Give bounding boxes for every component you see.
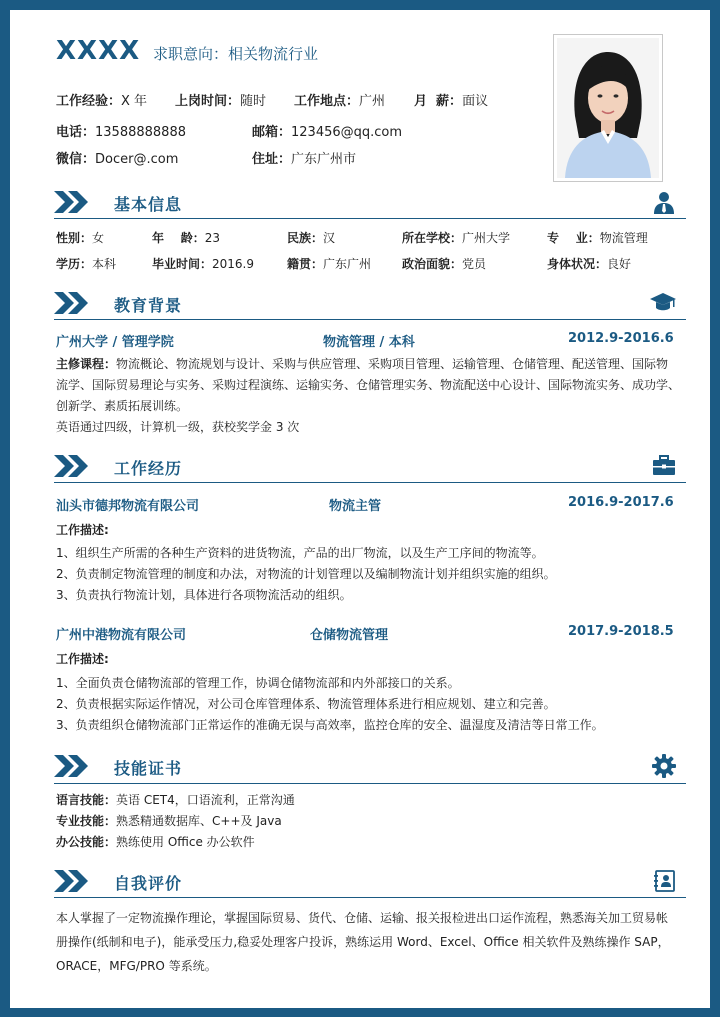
work-period: 2017.9-2018.5: [568, 624, 674, 639]
work-position: 仓储物流管理: [310, 628, 389, 643]
portrait-image: [557, 38, 659, 178]
wechat: 微信：Docer@.com: [56, 152, 179, 167]
list-item: 专业技能：熟悉精通数据库、C++及 Java: [56, 814, 282, 828]
section-divider: [54, 482, 686, 483]
graduation-cap-icon: [650, 291, 676, 313]
list-item: 1、组织生产所需的各种生产资料的进货物流，产品的出厂物流，以及生产工序间的物流等。: [56, 546, 544, 560]
section-divider: [54, 783, 686, 784]
salary: 月 薪：面议: [414, 94, 489, 109]
section-divider: [54, 319, 686, 320]
section-self-header: [54, 867, 686, 897]
address: 住址：广东广州市: [252, 152, 357, 167]
candidate-name: XXXX: [56, 36, 141, 66]
chevron-arrows-icon: [54, 870, 98, 892]
work-location: 工作地点：广州: [294, 94, 386, 109]
list-item: 语言技能：英语 CET4，口语流利，正常沟通: [56, 793, 295, 807]
education-courses: 主修课程：物流概论、物流规划与设计、采购与供应管理、采购项目管理、运输管理、仓储管理、配送管理、国际物 流学、国际贸易理论与实务、采购过程演练、运输实务、仓储管理实务、物流配送中心设计、国际物流实务、成功学、 创新学、素质拓展训练。 英语通过四级，计算机一级，获校奖学金 3 次: [56, 354, 681, 438]
job-intent: 求职意向：相关物流行业: [153, 45, 319, 63]
phone: 电话：13588888888: [56, 125, 186, 140]
work-period: 2016.9-2017.6: [568, 495, 674, 510]
section-divider: [54, 218, 686, 219]
list-item: 办公技能：熟练使用 Office 办公软件: [56, 835, 255, 849]
self-evaluation: 本人掌握了一定物流操作理论，掌握国际贸易、货代、仓储、运输、报关报检进出口运作流程，熟悉海关加工贸易帐 册操作(纸制和电子)，能承受压力,稳妥处理客户投诉，熟练运用 Word、Excel、Office 相关软件及熟练操作 SAP， ORACE，MFG/PRO 等系统。: [56, 911, 670, 973]
section-title: 技能证书: [114, 759, 183, 778]
gear-icon: [652, 754, 676, 778]
list-item: 3、负责执行物流计划，具体进行各项物流活动的组织。: [56, 588, 352, 602]
list-item: 2、负责制定物流管理的制度和办法，对物流的计划管理以及编制物流计划并组织实施的组织。: [56, 567, 556, 581]
work-desc-list: [56, 543, 556, 606]
section-title: 基本信息: [114, 195, 183, 214]
section-divider: [54, 897, 686, 898]
profile-photo: [553, 34, 663, 182]
education-period: 2012.9-2016.6: [568, 331, 674, 346]
start-time: 上岗时间：随时: [175, 94, 267, 109]
basic-info-table: [56, 224, 648, 276]
work-position: 物流主管: [329, 499, 382, 514]
work-company: 汕头市德邦物流有限公司: [56, 499, 200, 514]
basic-info-row: 性别：女 年 龄：23 民族：汉 所在学校：广州大学 专 业：物流管理: [56, 230, 648, 245]
skills-list: [56, 790, 295, 853]
section-title: 工作经历: [114, 459, 183, 478]
education-major: 物流管理 / 本科: [323, 335, 415, 350]
user-icon: [652, 190, 676, 214]
work-desc-label: 工作描述:: [56, 523, 109, 537]
email: 邮箱：123456@qq.com: [252, 125, 403, 140]
list-item: 1、全面负责仓储物流部的管理工作，协调仓储物流部和内外部接口的关系。: [56, 676, 460, 690]
chevron-arrows-icon: [54, 191, 98, 213]
section-skills-header: [54, 752, 686, 782]
education-school: 广州大学 / 管理学院: [56, 335, 174, 350]
section-basic-header: [54, 188, 686, 218]
chevron-arrows-icon: [54, 292, 98, 314]
work-company: 广州中港物流有限公司: [56, 628, 187, 643]
section-education-header: [54, 289, 686, 319]
section-title: 教育背景: [114, 296, 183, 315]
chevron-arrows-icon: [54, 455, 98, 477]
list-item: 2、负责根据实际运作情况，对公司仓库管理体系、物流管理体系进行相应规划、建立和完善。: [56, 697, 556, 711]
list-item: 3、负责组织仓储物流部门正常运作的准确无误与高效率，监控仓库的安全、温湿度及清洁等日常工作。: [56, 718, 604, 732]
education-extra: 英语通过四级，计算机一级，获校奖学金 3 次: [56, 420, 300, 434]
section-title: 自我评价: [114, 874, 183, 893]
work-desc-list: [56, 673, 604, 736]
briefcase-icon: [652, 454, 676, 476]
work-desc-label: 工作描述:: [56, 652, 109, 666]
chevron-arrows-icon: [54, 755, 98, 777]
contact-book-icon: [654, 869, 676, 893]
section-work-header: [54, 452, 686, 482]
work-experience: 工作经验：X 年: [56, 94, 148, 109]
basic-info-row: 学历：本科 毕业时间：2016.9 籍贯：广东广州 政治面貌：党员 身体状况：良好: [56, 256, 632, 271]
